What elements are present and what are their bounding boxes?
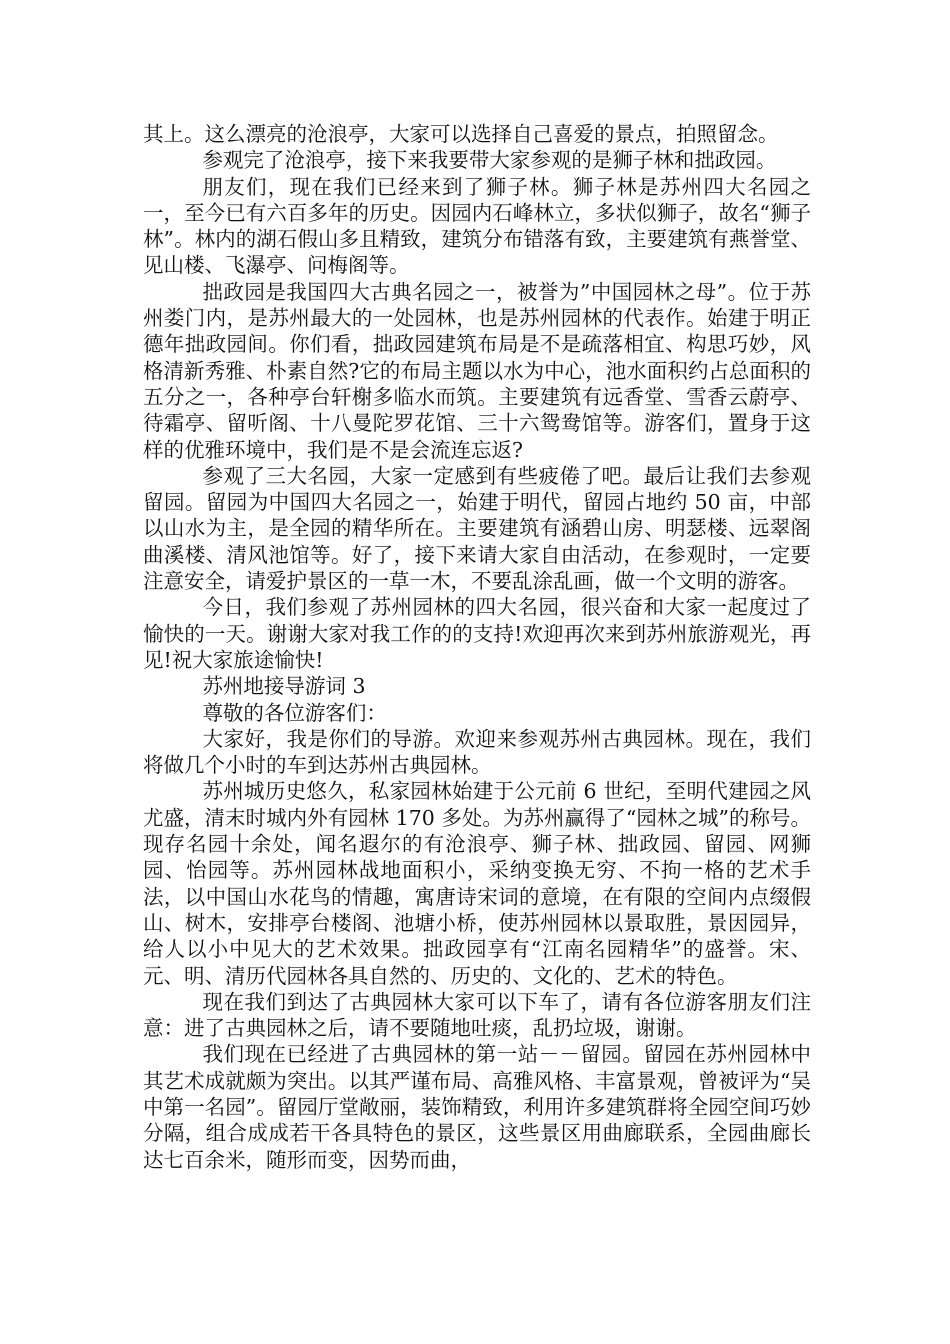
paragraph-5: 参观了三大名园，大家一定感到有些疲倦了吧。最后让我们去参观留园。留园为中国四大名园之一，始建于明代，留园占地约 50 亩，中部以山水为主，是全园的精华所在。主要建筑有涵碧山房、明瑟楼、远翠阁曲溪楼、清风池馆等。好了，接下来请大家自由活动，在参观时，一定要注意安全，请爱护景区的一草一木，不要乱涂乱画，做一个文明的游客。 (143, 463, 811, 594)
section-heading: 苏州地接导游词 3 (202, 674, 366, 699)
salutation: 尊敬的各位游客们： (202, 700, 387, 725)
paragraph-10: 苏州城历史悠久，私家园林始建于公元前 6 世纪，至明代建园之风尤盛，清末时城内外有园林 170 多处。为苏州赢得了“园林之城”的称号。现存名园十余处，闻名遐尔的有沧浪亭、狮子林、拙政园、留园、网狮园、怡园等。苏州园林战地面积小，采纳变换无穷、不拘一格的艺术手法，以中国山水花鸟的情趣，寓唐诗宋词的意境，在有限的空间内点缀假山、树木，安排亭台楼阁、池塘小桥，使苏州园林以景取胜，景因园异，给人以小中见大的艺术效果。拙政园享有“江南名园精华”的盛誉。宋、元、明、清历代园林各具自然的、历史的、文化的、艺术的特色。 (143, 779, 811, 988)
paragraph-12: 我们现在已经进了古典园林的第一站－－留园。留园在苏州园林中其艺术成就颇为突出。以其严谨布局、高雅风格、丰富景观，曾被评为“吴中第一名园”。留园厅堂敞丽，装饰精致，利用许多建筑群将全园空间巧妙分隔，组合成成若干各具特色的景区，这些景区用曲廊联系，全园曲廊长达七百余米，随形而变，因势而曲， (143, 1042, 811, 1172)
paragraph-3: 朋友们，现在我们已经来到了狮子林。狮子林是苏州四大名园之一，至今已有六百多年的历史。因园内石峰林立，多状似狮子，故名“狮子林”。林内的湖石假山多且精致，建筑分布错落有致，主要建筑有燕誉堂、见山楼、飞瀑亭、问梅阁等。 (143, 174, 811, 278)
paragraph-4: 拙政园是我国四大古典名园之一，被誉为”中国园林之母”。位于苏州娄门内，是苏州最大的一处园林，也是苏州园林的代表作。始建于明正德年拙政园间。你们看，拙政园建筑布局是不是疏落相宜、构思巧妙，风格清新秀雅、朴素自然?它的布局主题以水为中心，池水面积约占总面积的五分之一，各种亭台轩榭多临水而筑。主要建筑有远香堂、雪香云蔚亭、待霜亭、留听阁、十八曼陀罗花馆、三十六鸳鸯馆等。游客们，置身于这样的优雅环境中，我们是不是会流连忘返? (143, 279, 811, 462)
paragraph-6: 今日，我们参观了苏州园林的四大名园，很兴奋和大家一起度过了愉快的一天。谢谢大家对我工作的的支持!欢迎再次来到苏州旅游观光，再见!祝大家旅途愉快! (143, 595, 811, 672)
paragraph-1: 其上。这么漂亮的沧浪亭，大家可以选择自己喜爱的景点，拍照留念。 (143, 122, 779, 146)
paragraph-11: 现在我们到达了古典园林大家可以下车了，请有各位游客朋友们注意：进了古典园林之后，请不要随地吐痰，乱扔垃圾，谢谢。 (143, 989, 811, 1041)
paragraph-2: 参观完了沧浪亭，接下来我要带大家参观的是狮子林和拙政园。 (202, 148, 777, 173)
document-body (143, 121, 811, 1173)
paragraph-9: 大家好，我是你们的导游。欢迎来参观苏州古典园林。现在，我们将做几个小时的车到达苏州古典园林。 (143, 726, 811, 778)
